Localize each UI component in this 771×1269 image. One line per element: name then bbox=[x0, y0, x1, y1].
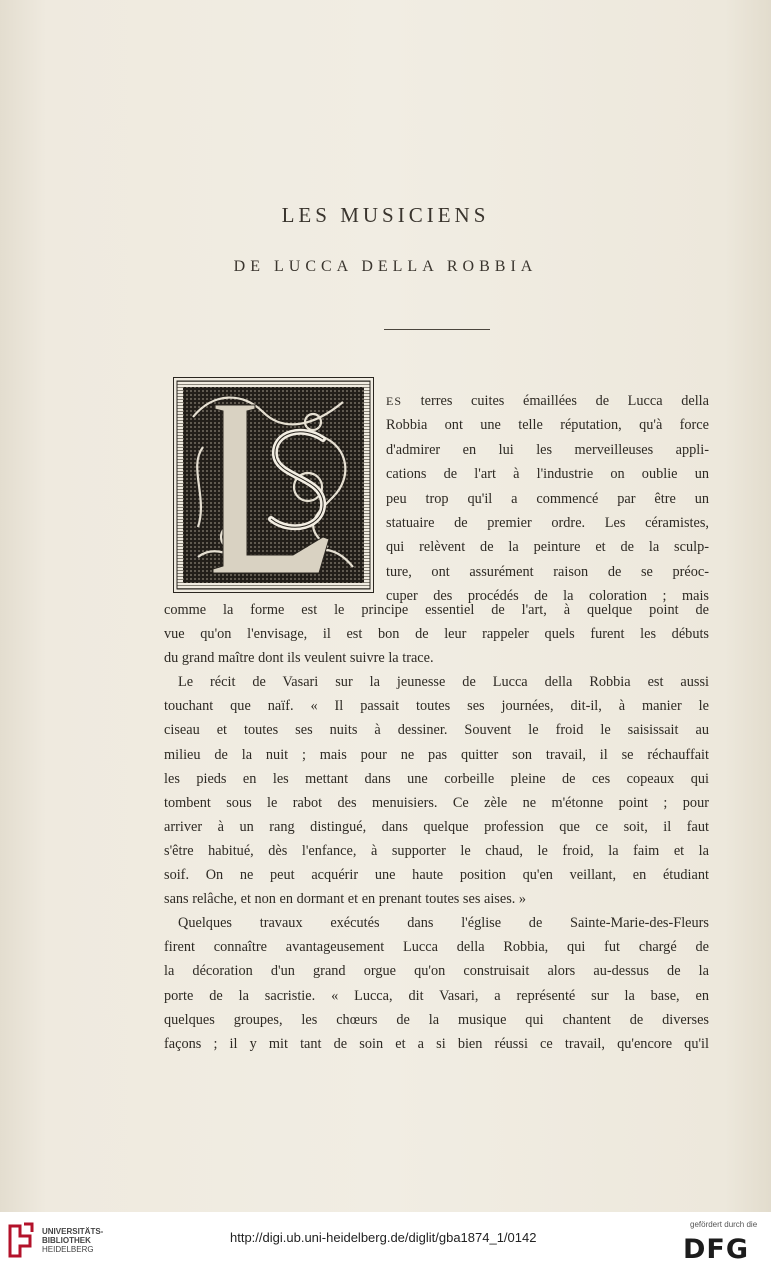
text-line: milieu de la nuit ; mais pour ne pas quitter son travail, il se réchauffait bbox=[164, 746, 709, 763]
intro-paragraph bbox=[386, 389, 709, 609]
university-library-logo-icon bbox=[6, 1220, 36, 1260]
intro-line: ES terres cuites émaillées de Lucca della bbox=[386, 393, 709, 409]
intro-line: qui relèvent de la peinture et de la sculp- bbox=[386, 539, 709, 556]
intro-line: ture, ont assurément raison de se préoc- bbox=[386, 563, 709, 580]
dfg-logo: DFG bbox=[683, 1234, 750, 1265]
page-title: LES MUSICIENS bbox=[281, 203, 490, 227]
text-line: sans relâche, et non en dormant et en prenant toutes ses aises. » bbox=[164, 891, 527, 908]
text-line: arriver à un rang distingué, dans quelque profession que ce soit, il faut bbox=[164, 818, 709, 835]
digitization-footer bbox=[0, 1212, 771, 1269]
text-line: comme la forme est le principe essentiel de l'art, à quelque point de bbox=[164, 602, 709, 618]
text-line: du grand maître dont ils veulent suivre la trace. bbox=[164, 650, 434, 667]
text-line: Quelques travaux exécutés dans l'église de Sainte-Marie-des-Fleurs bbox=[178, 915, 709, 932]
permalink-url[interactable]: http://digi.ub.uni-heidelberg.de/diglit/gba1874_1/0142 bbox=[230, 1230, 537, 1245]
intro-line: statuaire de premier ordre. Les céramistes, bbox=[386, 515, 709, 532]
title-divider bbox=[384, 329, 490, 330]
text-line: quelques groupes, les chœurs de la musique qui chantent de diverses bbox=[164, 1011, 709, 1028]
text-line: façons ; il y mit tant de soin et a si bien réussi ce travail, qu'encore qu'il bbox=[164, 1035, 709, 1052]
decorated-initial-image bbox=[173, 377, 374, 593]
paragraph-3 bbox=[164, 911, 709, 1056]
text-line: s'être habitué, dès l'enfance, à supporter le chaud, le froid, la faim et la bbox=[164, 842, 709, 859]
text-line: ciseau et toutes ses nuits à dessiner. Souvent le froid le saisissait au bbox=[164, 722, 709, 739]
page-subtitle: DE LUCCA DELLA ROBBIA bbox=[233, 258, 538, 275]
intro-line: Robbia ont une telle réputation, qu'à force bbox=[386, 417, 709, 434]
article-body bbox=[164, 598, 709, 1056]
library-name: UNIVERSITÄTS- BIBLIOTHEK HEIDELBERG bbox=[42, 1227, 104, 1254]
funding-label: gefördert durch die bbox=[690, 1220, 758, 1229]
text-line: la décoration d'un grand orgue qu'on construisait alors au-dessus de la bbox=[164, 963, 709, 980]
intro-line: cations de l'art à l'industrie on oublie un bbox=[386, 466, 709, 483]
intro-line: cuper des procédés de la coloration ; mais bbox=[386, 588, 709, 605]
intro-line: d'admirer en lui les merveilleuses appli- bbox=[386, 441, 709, 458]
text-line: porte de la sacristie. « Lucca, dit Vasari, a représenté sur la base, en bbox=[164, 987, 709, 1004]
text-line: les pieds en les mettant dans une corbeille pleine de ces copeaux qui bbox=[164, 770, 709, 787]
text-line: firent connaître avantageusement Lucca della Robbia, qui fut chargé de bbox=[164, 939, 709, 956]
paragraph-2 bbox=[164, 670, 709, 911]
text-line: touchant que naïf. « Il passait toutes ses journées, dit-il, à manier le bbox=[164, 698, 709, 715]
paragraph-1 bbox=[164, 598, 709, 670]
text-line: tombent sous le rabot des menuisiers. Ce zèle ne m'étonne point ; pour bbox=[164, 794, 709, 811]
intro-line: peu trop qu'il a commencé par être un bbox=[386, 490, 709, 507]
dropcap-continuation: ES bbox=[386, 394, 403, 408]
text-line: vue qu'on l'envisage, il est bon de leur rappeler quels furent les débuts bbox=[164, 626, 709, 643]
text-line: Le récit de Vasari sur la jeunesse de Lucca della Robbia est aussi bbox=[178, 674, 709, 691]
text-line: soif. On ne peut acquérir une haute position qu'en veillant, en étudiant bbox=[164, 867, 709, 884]
